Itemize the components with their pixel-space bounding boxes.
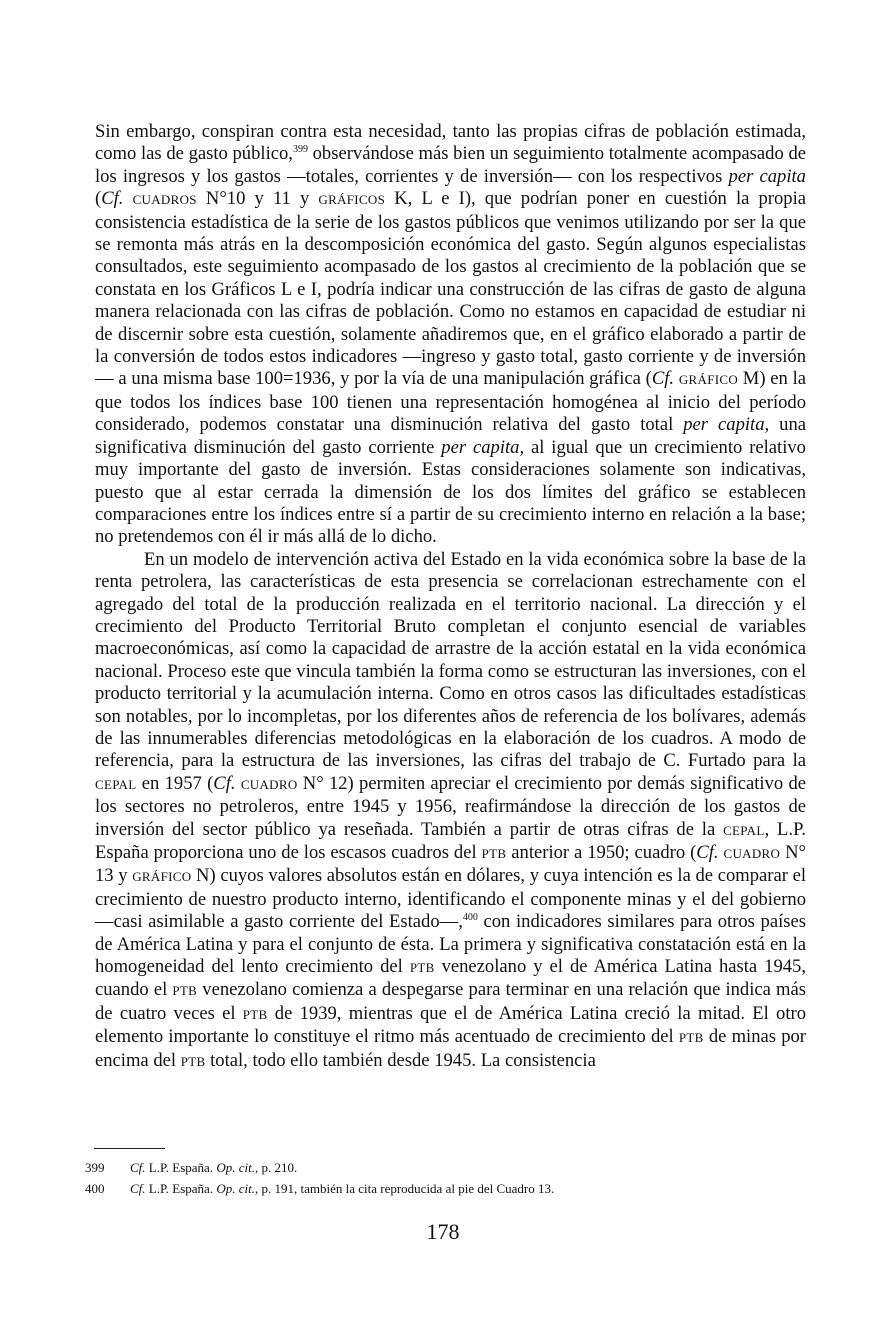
text-run: una significativa disminución del gasto corriente: [95, 414, 806, 458]
italic-run: Cf.: [213, 772, 236, 794]
footnote-number: 400: [85, 1181, 105, 1196]
footnote-399: [85, 1157, 805, 1178]
text-run: Sin embargo, conspiran contra esta necesidad, tanto las propias cifras de población estimada, como las de gasto público,: [95, 121, 806, 165]
body-text: [95, 121, 806, 1073]
footnote-number: 399: [85, 1160, 105, 1175]
italic-run: Cf.: [130, 1160, 146, 1175]
smallcaps-run: PTB: [409, 960, 435, 976]
italic-run: Cf.: [651, 368, 675, 390]
text-run: En un modelo de intervención activa del Estado en la vida económica sobre la base de la renta petrolera, las características de esta presencia se correlacionan estrechamente con el agregado del total de la producción realizada en el territorio nacional. La dirección y el crecimiento del Producto Territorial Bruto completan el conjunto esencial de variables macroeconómicas, así como la capacidad de arrastre de la acción estatal en la vida económica nacional. Proceso este que vincula también la forma como se estructuran las inversiones, con el producto territorial y la acumulación interna. Como en otros casos las dificultades estadísticas son notables, por lo incompletas, por los diferentes años de referencia de los bolívares, además de las innumerables diferencias metodológicas en la elaboración de los cuadros. A modo de referencia, para la estructura de las inversiones, las cifras del trabajo de C. Furtado para la: [95, 548, 806, 772]
smallcaps-run: CEPAL: [723, 822, 765, 838]
footnote-400: [85, 1178, 805, 1199]
text-run: al igual que un crecimiento relativo muy importante del gasto de inversión. Estas consideraciones solamente son indicativas, puesto que al estar cerrada la dimensión de los dos límites del gráfico se establecen comparaciones entre los índices entre sí a partir de su crecimiento interno en relación a la base; no pretendemos con él ir más allá de lo dicho.: [95, 436, 806, 548]
italic-run: Cf.: [101, 188, 124, 210]
paragraph-2: [95, 549, 806, 1073]
text-run: N°10 y 11 y: [196, 188, 319, 210]
text-run: N° 12) permiten apreciar el crecimiento por demás significativo de los sectores no petroleros, entre 1945 y 1956, reafirmándose la dirección de los gastos de inversión del sector público ya reseñada. También a partir de otras cifras de la: [95, 772, 806, 840]
page-number: 178: [426, 1219, 460, 1244]
text-run: , L.P. España proporciona uno de los escasos cuadros del: [95, 818, 806, 863]
smallcaps-run: CUADROS: [132, 192, 197, 208]
text-run: [123, 188, 132, 209]
footnotes: [85, 1157, 805, 1199]
text-run: , p. 210.: [254, 1160, 298, 1175]
text-run: N) cuyos valores absolutos están en dólares, y cuya intención es la de comparar el crecimiento de nuestro producto interno, identificando el componente minas y el del gobierno —casi asimilable a gasto corriente del Estado—,: [95, 865, 807, 933]
text-run: anterior a 1950; cuadro (: [506, 842, 697, 863]
text-run: observándose más bien un seguimiento totalmente acompasado de los ingresos y los gastos —totales, corrientes y de inversión— con los respectivos: [95, 143, 807, 187]
text-run: K, L e I), que podrían poner en cuestión la propia consistencia estadística de la serie de los gastos públicos que venimos utilizando por ser la que se remonta más atrás en la descomposición económica del gasto. Según algunos especialistas consultados, este seguimiento acompasado de los gastos al crecimiento de la población que se constata en los Gráficos L e I, podría indicar una construcción de las cifras de gasto de alguna manera relacionada con las cifras de población. Como no estamos en capacidad de estudiar ni de discernir sobre esta cuestión, solamente añadiremos que, en el gráfico elaborado a partir de la conversión de todos estos indicadores —ingreso y gasto total, gasto corriente y de inversión— a una misma base 100=1936, y por la vía de una manipulación gráfica (: [95, 188, 806, 390]
footnote-ref-399[interactable]: 399: [292, 144, 308, 156]
italic-run: per capita,: [441, 436, 525, 458]
smallcaps-run: CEPAL: [95, 776, 137, 792]
footnote-ref-400[interactable]: 400: [462, 912, 478, 924]
text-run: L.P. España.: [145, 1181, 217, 1196]
smallcaps-run: PTB: [678, 1030, 704, 1046]
footnote-text: [130, 1157, 297, 1178]
text-run: con indicadores similares para otros países de América Latina y para el conjunto de ésta. La primera y significativa constatación está en la homogeneidad del lento crecimiento del: [95, 911, 806, 978]
italic-run: Op. cit.: [216, 1181, 255, 1196]
italic-run: per capita,: [683, 414, 770, 436]
italic-run: Op. cit.: [216, 1160, 255, 1175]
italic-run: per capita: [728, 165, 806, 187]
paragraph-1: [95, 121, 806, 549]
italic-run: Cf.: [696, 842, 719, 863]
text-run: N° 13 y: [95, 842, 806, 887]
italic-run: Cf.: [130, 1181, 146, 1196]
smallcaps-run: GRÁFICOS: [318, 192, 386, 208]
footnote-divider: [94, 1148, 165, 1149]
text-run: de 1939, mientras que el de América Latina creció la mitad. El otro elemento importante lo constituye el ritmo más acentuado de crecimiento del: [95, 1002, 806, 1048]
smallcaps-run: PTB: [481, 846, 507, 861]
text-run: de minas por encima del: [95, 1026, 806, 1071]
smallcaps-run: GRÁFICO: [678, 372, 739, 388]
text-run: M) en la que todos los índices base 100 tienen una representación homogénea al inicio del período considerado, podemos constatar una disminución relativa del gasto total: [95, 368, 807, 436]
text-run: venezolano y el de América Latina hasta 1945, cuando el: [95, 956, 806, 1001]
text-run: , p. 191, también la cita reproducida al pie del Cuadro 13.: [254, 1181, 555, 1196]
smallcaps-run: PTB: [242, 1006, 268, 1022]
text-run: en 1957 (: [136, 772, 214, 794]
smallcaps-run: PTB: [172, 983, 198, 999]
text-run: total, todo ello también desde 1945. La consistencia: [205, 1049, 596, 1071]
footnote-text: [130, 1178, 554, 1199]
text-run: venezolano comienza a despegarse para terminar en una relación que indica más de cuatro veces el: [95, 979, 806, 1024]
text-run: L.P. España.: [145, 1160, 217, 1175]
smallcaps-run: GRÁFICO: [132, 869, 192, 885]
text-run: (: [95, 188, 102, 210]
smallcaps-run: PTB: [180, 1053, 206, 1069]
smallcaps-run: CUADRO: [723, 846, 781, 861]
smallcaps-run: CUADRO: [240, 776, 298, 792]
